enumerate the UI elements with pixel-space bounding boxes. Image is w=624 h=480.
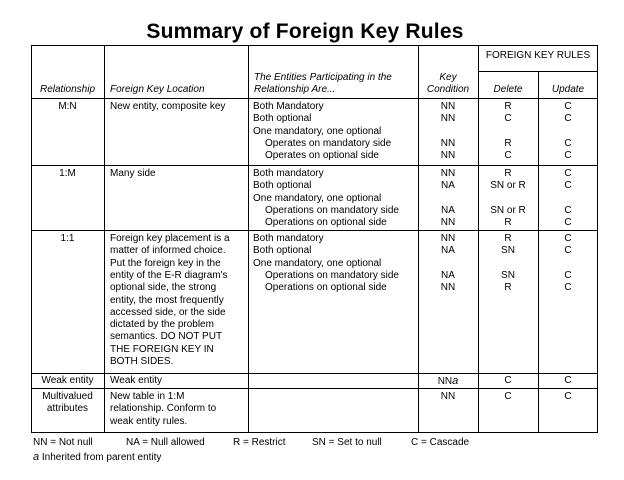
legend-nn: NN = Not null	[33, 437, 93, 448]
header-key-line2: Condition	[426, 84, 470, 95]
header-key-line1: Key	[439, 72, 457, 83]
entities-line: Operates on optional side	[265, 150, 379, 162]
delete-cell: SN or R	[490, 204, 526, 216]
entities-line: Both optional	[253, 113, 312, 125]
entities-line: Both optional	[253, 180, 312, 192]
update-cell: C	[564, 150, 572, 162]
key-cell: NN	[440, 137, 456, 149]
key-cell: NN	[440, 101, 456, 112]
entities-line: Operations on optional side	[265, 282, 387, 294]
entities-line: One mandatory, one optional	[253, 257, 382, 269]
delete-cell: C	[504, 150, 512, 162]
relationship-line: Multivalued	[42, 391, 93, 402]
super-header: FOREIGN KEY RULES	[485, 50, 591, 61]
entities-line: Both mandatory	[253, 233, 324, 244]
relationship-line: attributes	[46, 403, 89, 415]
key-cell	[418, 375, 478, 388]
delete-cell: C	[504, 391, 512, 402]
delete-cell: R	[504, 282, 512, 294]
key-cell: NA	[441, 269, 455, 281]
row-divider-11	[31, 373, 598, 374]
relationship-cell: 1:M	[59, 168, 76, 179]
relationship-cell: 1:1	[60, 233, 75, 244]
header-relationship: Relationship	[39, 84, 96, 95]
entities-line: One mandatory, one optional	[253, 192, 382, 204]
update-cell: C	[564, 282, 572, 294]
fk-location-line: Foreign key placement is a	[110, 233, 230, 244]
delete-cell: C	[504, 375, 512, 386]
key-cell: NN	[440, 282, 456, 294]
update-cell: C	[564, 269, 572, 281]
row-divider-weak	[31, 388, 598, 389]
key-cell: NN	[440, 150, 456, 162]
legend-r: R = Restrict	[233, 437, 286, 448]
update-cell: C	[564, 168, 572, 179]
header-fk-location: Foreign Key Location	[110, 84, 205, 95]
key-cell: NA	[441, 180, 455, 192]
entities-line: Operates on mandatory side	[265, 137, 392, 149]
delete-cell: C	[504, 113, 512, 125]
fk-location-line: BOTH SIDES.	[110, 356, 174, 367]
fk-location-cell: New entity, composite key	[110, 101, 226, 112]
legend-sn: SN = Set to null	[312, 437, 382, 448]
header-entities-line1: The Entities Participating in the	[254, 72, 392, 83]
header-entities-line2: Relationship Are...	[254, 84, 336, 95]
entities-line: Operations on mandatory side	[265, 269, 399, 281]
fk-location-line: matter of informed choice.	[110, 245, 226, 257]
delete-cell: R	[504, 233, 512, 244]
fk-location-line: semantics. DO NOT PUT	[110, 331, 223, 343]
fk-location-line: New table in 1:M	[110, 391, 185, 402]
col-divider-2	[248, 45, 249, 433]
entities-line: Operations on optional side	[265, 217, 387, 229]
header-divider	[31, 98, 598, 99]
fk-location-line: weak entity rules.	[110, 415, 188, 427]
key-cell: NN	[440, 391, 456, 402]
key-cell: NA	[441, 245, 455, 257]
update-cell: C	[564, 245, 572, 257]
key-cell: NN	[440, 233, 456, 244]
update-cell: C	[564, 391, 572, 402]
entities-line: One mandatory, one optional	[253, 125, 382, 137]
delete-cell: R	[504, 217, 512, 229]
fk-location-line: accessed side, or the side	[110, 306, 226, 318]
fk-location-line: THE FOREIGN KEY IN	[110, 343, 214, 355]
legend-footnote	[33, 451, 161, 464]
page-title: Summary of Foreign Key Rules	[146, 20, 464, 43]
delete-cell: R	[504, 168, 512, 179]
fk-location-line: relationship. Conform to	[110, 403, 217, 415]
delete-cell: SN or R	[490, 180, 526, 192]
entities-line: Both optional	[253, 245, 312, 257]
delete-cell: R	[504, 101, 512, 112]
header-delete: Delete	[493, 84, 523, 95]
fk-location-line: entity, the most frequently	[110, 294, 224, 306]
update-cell: C	[564, 113, 572, 125]
entities-line: Both mandatory	[253, 168, 324, 179]
fk-location-cell: Weak entity	[110, 375, 163, 386]
fk-location-line: entity of the E-R diagram's	[110, 269, 228, 281]
col-divider-1	[104, 45, 105, 433]
update-cell: C	[564, 204, 572, 216]
footnote-text: Inherited from parent entity	[41, 452, 162, 463]
relationship-cell: Weak entity	[41, 375, 94, 386]
key-cell: NN	[440, 168, 456, 179]
fk-location-cell: Many side	[110, 168, 156, 179]
legend-c: C = Cascade	[411, 437, 470, 448]
legend-na: NA = Null allowed	[126, 437, 205, 448]
update-cell: C	[564, 217, 572, 229]
delete-cell: SN	[501, 245, 515, 257]
delete-cell: R	[504, 137, 512, 149]
relationship-cell: M:N	[58, 101, 77, 112]
entities-line: Both Mandatory	[253, 101, 324, 112]
header-update: Update	[551, 84, 585, 95]
update-cell: C	[564, 101, 572, 112]
delete-cell: SN	[501, 269, 515, 281]
row-divider-mn	[31, 165, 598, 166]
footnote-marker: a	[33, 451, 40, 463]
fk-location-line: dictated by the problem	[110, 319, 214, 331]
fk-location-line: optional side, the strong	[110, 282, 217, 294]
entities-line: Operations on mandatory side	[265, 204, 399, 216]
key-cell: NA	[441, 204, 455, 216]
footnote-marker: a	[452, 375, 459, 387]
update-cell: C	[564, 137, 572, 149]
key-cell: NN	[440, 217, 456, 229]
update-cell: C	[564, 233, 572, 244]
row-divider-1m	[31, 230, 598, 231]
fk-location-line: Put the foreign key in the	[110, 257, 221, 269]
key-cell: NN	[440, 113, 456, 125]
update-cell: C	[564, 180, 572, 192]
update-cell: C	[564, 375, 572, 386]
key-value: NN	[437, 376, 453, 387]
